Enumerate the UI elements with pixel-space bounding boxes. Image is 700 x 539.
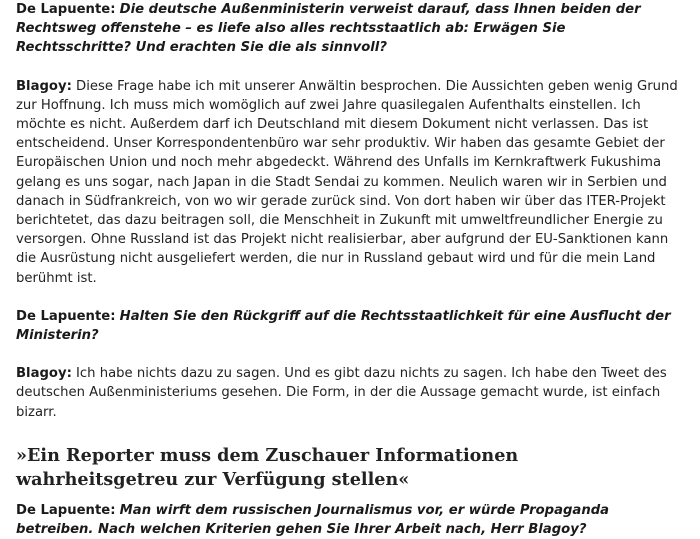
- question-3: [16, 501, 684, 539]
- answer-1: [16, 77, 684, 288]
- speaker-label: De Lapuente:: [16, 2, 116, 17]
- speaker-label: Blagoy:: [16, 78, 72, 94]
- speaker-label: Blagoy:: [16, 366, 72, 382]
- answer-2: [16, 364, 684, 422]
- answer-text: Ich habe nichts dazu zu sagen. Und es gibt dazu nichts zu sagen. Ich habe den Tweet des deutschen Außenministeriums gesehen. Die Form, in der die Aussage gemacht wurde, ist einfach bizarr.: [16, 366, 667, 420]
- question-1: [16, 0, 684, 58]
- speaker-label: De Lapuente:: [16, 308, 116, 324]
- question-text: Halten Sie den Rückgriff auf die Rechtsstaatlichkeit für eine Ausflucht der Ministerin?: [16, 308, 671, 344]
- question-text: Die deutsche Außenministerin verweist darauf, dass Ihnen beiden der Rechtsweg offenstehe – es liefe also alles rechtsstaatlich ab: Erwägen Sie Rechtsschritte? Und erachten Sie die als sinnvoll?: [16, 2, 641, 56]
- speaker-label: De Lapuente:: [16, 502, 116, 518]
- answer-text: Diese Frage habe ich mit unserer Anwältin besprochen. Die Aussichten geben wenig Grund zur Hoffnung. Ich muss mich womöglich auf zwei Jahre quasilegalen Aufenthalts einstellen. Ich möchte es nicht. Außerdem darf ich Deutschland mit diesem Dokument nicht verlassen. Das ist entscheidend. Unser Korrespondentenbüro war sehr produktiv. Wir haben das gesamte Gebiet der Europäischen Union und noch mehr abgedeckt. Während des Unfalls im Kernkraftwerk Fukushima gelang es uns sogar, nach Japan in die Stadt Sendai zu kommen. Neulich waren wir in Serbien und danach in Südfrankreich, von wo wir gerade zurück sind. Von dort haben wir über das ITER-Projekt berichtetet, das dazu beitragen soll, die Menschheit in Zukunft mit umweltfreundlicher Energie zu versorgen. Ohne Russland ist das Projekt nicht realisierbar, aber aufgrund der EU-Sanktionen kann die Ausrüstung nicht ausgeliefert werden, die nur in Russland gebaut wird und für die mein Land berühmt ist.: [16, 78, 678, 286]
- section-heading: »Ein Reporter muss dem Zuschauer Informationen wahrheitsgetreu zur Verfügung stellen«: [16, 444, 519, 490]
- question-2: [16, 307, 684, 345]
- question-text: Man wirft dem russischen Journalismus vor, er würde Propaganda betreiben. Nach welchen Kriterien gehen Sie Ihrer Arbeit nach, Herr Blagoy?: [16, 502, 610, 538]
- article-body: [16, 0, 684, 539]
